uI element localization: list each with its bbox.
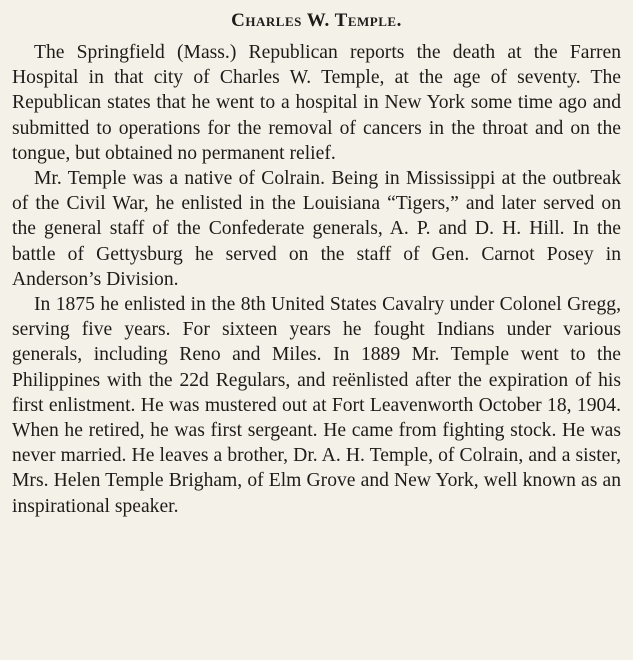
paragraph-cavalry-service: In 1875 he enlisted in the 8th United States Cavalry under Colonel Gregg, serving five years. For sixteen years he fought Indians under various generals, including Reno and Miles. In 1889 Mr. Temple went to the Philippines with the 22d Regulars, and reënlisted after the expiration of his first enlistment. He was mustered out at Fort Leavenworth October 18, 1904. When he retired, he was first sergeant. He came from fighting stock. He was never married. He leaves a brother, Dr. A. H. Temple, of Colrain, and a sister, Mrs. Helen Temple Brigham, of Elm Grove and New York, well known as an inspirational speaker. bbox=[12, 294, 621, 517]
paragraph-civil-war-service: Mr. Temple was a native of Colrain. Being in Mississippi at the outbreak of the Civil War, he enlisted in the Louisiana “Tigers,” and later served on the general staff of the Confederate generals, A. P. and D. H. Hill. In the battle of Gettysburg he served on the staff of Gen. Carnot Posey in Anderson’s Division. bbox=[12, 168, 621, 290]
paragraph-death-report: The Springfield (Mass.) Republican reports the death at the Farren Hospital in that city of Charles W. Temple, at the age of seventy. The Republican states that he went to a hospital in New York some time ago and submitted to operations for the removal of cancers in the throat and on the tongue, but obtained no permanent relief. bbox=[12, 42, 621, 164]
article-title: Charles W. Temple. bbox=[231, 10, 402, 31]
